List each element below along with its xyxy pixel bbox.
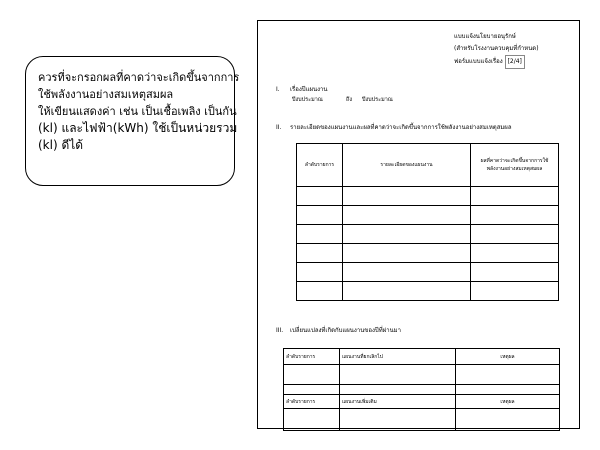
table-cell[interactable] (343, 282, 471, 301)
cancelled-table-header-row (284, 349, 560, 365)
callout-line-2: ใช้พลังงานอย่างสมเหตุสมผล (38, 88, 174, 101)
table-row (284, 385, 560, 395)
added-table-header-row (284, 395, 560, 409)
table-cell[interactable] (284, 365, 340, 385)
header-form-page: [2/4] (505, 55, 525, 69)
form-page (257, 20, 580, 429)
callout-line-5: (kl) ดีได้ (38, 138, 84, 152)
form-header (454, 31, 539, 69)
table-cell[interactable] (297, 263, 343, 282)
table-row (297, 282, 559, 301)
table-row (297, 187, 559, 206)
table-cell[interactable] (343, 187, 471, 206)
header-title: แบบแจ้งนโยบายอนุรักษ์ (454, 33, 516, 40)
table-row (297, 225, 559, 244)
table-cell[interactable] (284, 385, 340, 395)
table-cell[interactable] (297, 187, 343, 206)
section-3-num: III. (276, 327, 284, 334)
table-row (297, 263, 559, 282)
table-cell[interactable] (284, 409, 340, 431)
callout-line-1: ควรที่จะกรอกผลที่คาดว่าจะเกิดขึ้นจากการ (38, 71, 240, 84)
cancelled-plans-table (283, 348, 560, 431)
plan-table-header-row (297, 144, 559, 187)
callout-line-4: (kl) และไฟฟ้า(kWh) ใช้เป็นหน่วยรวม (38, 121, 238, 135)
table-cell[interactable] (340, 365, 456, 385)
table-cell[interactable] (471, 225, 559, 244)
plan-col-details: รายละเอียดของแผนงาน (343, 144, 471, 187)
section-3-text: เปลี่ยนแปลงที่เกิดกับแผนงานของปีที่ผ่านมา (290, 327, 402, 334)
table-cell[interactable] (471, 282, 559, 301)
table-cell[interactable] (297, 244, 343, 263)
table-cell[interactable] (471, 263, 559, 282)
added-col-item: ลำดับรายการ (284, 395, 340, 409)
added-col-plan: แผนงานเพิ่มเติม (340, 395, 456, 409)
header-subtitle: (สำหรับโรงงานควบคุมที่กำหนด) (454, 45, 539, 52)
cancelled-col-reason: เหตุผล (456, 349, 560, 365)
section-2-num: II. (276, 124, 282, 131)
added-col-reason: เหตุผล (456, 395, 560, 409)
plan-col-item: ลำดับรายการ (297, 144, 343, 187)
fiscal-year-to: ถึง (346, 97, 353, 103)
table-cell[interactable] (297, 206, 343, 225)
fiscal-year-end-label: ปีงบประมาณ (362, 97, 393, 103)
cancelled-col-plan: แผนงานที่ยกเลิกไป (340, 349, 456, 365)
header-form-ref (454, 55, 539, 69)
table-cell[interactable] (340, 385, 456, 395)
callout-line-3: ให้เขียนแสดงค่า เช่น เป็นเชื้อเพลิง เป็นกัน (38, 105, 237, 118)
table-cell[interactable] (340, 409, 456, 431)
header-form-label: ฟอร์มแบบแจ้งเรื่อง (454, 58, 503, 65)
table-cell[interactable] (343, 206, 471, 225)
table-cell[interactable] (343, 263, 471, 282)
table-cell[interactable] (343, 244, 471, 263)
explanation-callout (25, 56, 240, 186)
table-cell[interactable] (343, 225, 471, 244)
cancelled-col-item: ลำดับรายการ (284, 349, 340, 365)
section-1-title (276, 84, 328, 94)
section-2-title (276, 122, 512, 132)
section-3-title (276, 325, 401, 335)
section-1-num: I. (276, 86, 280, 93)
table-cell[interactable] (297, 225, 343, 244)
section-1-text: เรื่องปีแผนงาน (290, 86, 328, 93)
table-row (297, 206, 559, 225)
table-cell[interactable] (456, 385, 560, 395)
table-cell[interactable] (456, 365, 560, 385)
plan-col-expected: ผลที่คาดว่าจะเกิดขึ้นจากการใช้พลังงานอย่างสมเหตุสมผล (471, 144, 559, 187)
table-row (284, 409, 560, 431)
plan-details-table (296, 143, 559, 301)
table-cell[interactable] (297, 282, 343, 301)
table-row (297, 244, 559, 263)
table-cell[interactable] (471, 206, 559, 225)
fiscal-year-label: ปีงบประมาณ (292, 97, 323, 103)
section-2-text: รายละเอียดของแผนงานและผลที่คาดว่าจะเกิดขึ้นจากการใช้พลังงานอย่างสมเหตุสมผล (290, 124, 512, 131)
table-cell[interactable] (456, 409, 560, 431)
table-row (284, 365, 560, 385)
table-cell[interactable] (471, 187, 559, 206)
table-cell[interactable] (471, 244, 559, 263)
